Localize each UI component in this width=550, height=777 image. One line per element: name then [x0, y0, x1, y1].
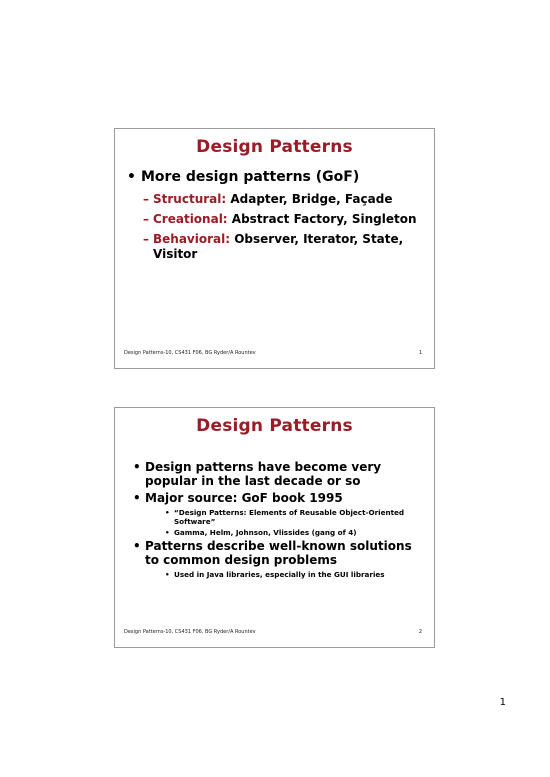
bullet-dot-icon: •	[133, 491, 141, 505]
bullet-text: Major source: GoF book 1995	[145, 491, 343, 505]
bullet-item	[133, 539, 426, 567]
slide-footer: Design Patterns-10, CS431 F06, BG Ryder/A Rountev	[124, 350, 256, 356]
sub-bullet-text: Gamma, Helm, Johnson, Vlissides (gang of 4)	[174, 528, 357, 537]
category-items: Adapter, Bridge, Façade	[230, 192, 393, 206]
category-items: Abstract Factory, Singleton	[231, 212, 417, 226]
document-page-number: 1	[499, 697, 506, 708]
sub-bullet-text: Used in Java libraries, especially in the GUI libraries	[174, 570, 385, 579]
slide-title: Design Patterns	[196, 416, 353, 436]
sub-item-behavioral	[143, 232, 424, 262]
category-label: Structural:	[153, 192, 227, 206]
slide-body	[127, 169, 424, 267]
slide-1	[114, 128, 435, 369]
sub-list	[127, 192, 424, 262]
bullet-dot-icon: •	[165, 508, 170, 517]
sub-bullet-item	[133, 528, 426, 537]
bullet-text: Patterns describe well-known solutions to common design problems	[145, 539, 412, 567]
slide-page-number: 1	[418, 350, 422, 356]
sub-item-structural	[143, 192, 424, 207]
bullet-item	[133, 460, 426, 488]
slide-title: Design Patterns	[196, 137, 353, 157]
bullet-item	[127, 169, 424, 186]
bullet-dot-icon: •	[165, 528, 170, 537]
dash-icon: –	[143, 192, 149, 206]
dash-icon: –	[143, 212, 149, 226]
category-label: Creational:	[153, 212, 228, 226]
sub-bullet-item	[133, 570, 426, 579]
bullet-dot-icon: •	[127, 169, 136, 185]
bullet-dot-icon: •	[133, 539, 141, 553]
bullet-dot-icon: •	[133, 460, 141, 474]
sub-bullet-item	[133, 508, 426, 526]
sub-item-creational	[143, 212, 424, 227]
bullet-item	[133, 491, 426, 505]
dash-icon: –	[143, 232, 149, 246]
bullet-text: Design patterns have become very popular in the last decade or so	[145, 460, 382, 488]
bullet-dot-icon: •	[165, 570, 170, 579]
category-items: Observer, Iterator, State, Visitor	[153, 232, 404, 261]
sub-bullet-text: “Design Patterns: Elements of Reusable Object-Oriented Software”	[174, 508, 405, 526]
slide-footer: Design Patterns-10, CS431 F06, BG Ryder/A Rountev	[124, 629, 256, 635]
slide-body	[133, 460, 426, 581]
slide-2	[114, 407, 435, 648]
slide-page-number: 2	[418, 629, 422, 635]
category-label: Behavioral:	[153, 232, 231, 246]
bullet-text: More design patterns (GoF)	[141, 169, 360, 185]
